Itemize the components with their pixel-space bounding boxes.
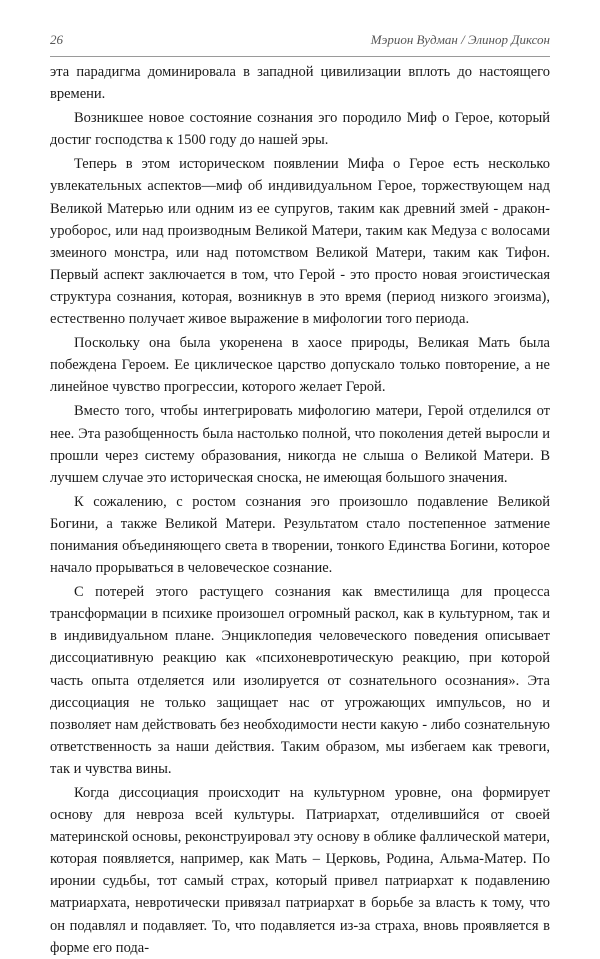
running-header: [50, 32, 550, 57]
running-title: Мэрион Вудман / Элинор Диксон: [370, 32, 550, 47]
book-page: [50, 32, 550, 959]
body-text: [50, 61, 550, 959]
paragraph: Поскольку она была укоренена в хаосе природы, Великая Мать была побеждена Героем. Ее циклическое царство допускало только повторение, а не линейное чувство прогрессии, которого желает Герой.: [50, 335, 550, 396]
paragraph: эта парадигма доминировала в западной цивилизации вплоть до настоящего времени.: [50, 64, 550, 103]
paragraph: Теперь в этом историческом появлении Мифа о Герое есть несколько увлекательных аспектов—миф об индивидуальном Герое, торжествующем над Великой Матерью или одним из ее супругов, таким как древний змей - дракон-уроборос, или над производным Великой Матери, таким как Медуза с волосами змеиного монстра, или над потомством Великой Матери, таким как Тифон. Первый аспект заключается в том, что Герой - это просто новая эгоистическая структура сознания, которая, возникнув в это время (период низкого эгоизма), естественно получает живое выражение в мифологии того периода.: [50, 156, 550, 328]
paragraph: К сожалению, с ростом сознания эго произошло подавление Великой Богини, а также Великой Матери. Результатом стало постепенное затмение понимания объединяющего света в творении, тонкого Единства Богини, которое начало прорываться в человеческое сознание.: [50, 493, 550, 577]
page-number: 26: [50, 32, 63, 47]
paragraph: С потерей этого растущего сознания как вместилища для процесса трансформации в психике произошел огромный раскол, как в культурном, так и в индивидуальном плане. Энциклопедия человеческого поведения описывает диссоциативную реакцию как «психоневротическую реакцию, при которой часть опыта отделяется или изолируется от сознательного осознания». Эта диссоциация не только защищает нас от угрожающих импульсов, но и позволяет нам действовать без необходимости нести какую - либо сознательную ответственность за наши действия. Таким образом, мы избегаем как тревоги, так и чувства вины.: [50, 584, 550, 777]
paragraph: Возникшее новое состояние сознания эго породило Миф о Герое, который достиг господства к 1500 году до нашей эры.: [50, 110, 550, 149]
paragraph: Вместо того, чтобы интегрировать мифологию матери, Герой отделился от нее. Эта разобщенность была настолько полной, что поколения детей выросли и прошли через систему образования, никогда не слыша о Великой Матери. В лучшем случае это историческая сноска, не имеющая большого значения.: [50, 403, 550, 486]
paragraph: Когда диссоциация происходит на культурном уровне, она формирует основу для невроза всей культуры. Патриархат, отделившийся от своей материнской основы, реконструировал эту основу в облике фаллической матери, которая появляется, например, как Мать – Церковь, Родина, Альма-Матер. По иронии судьбы, тот самый страх, который привел патриархат к подавлению матриархата, невротически привязал патриархат в борьбе за власть к тому, что он подавлял и подавляет. То, что подавляется из-за страха, вновь проявляется в форме его пода-: [50, 785, 550, 956]
